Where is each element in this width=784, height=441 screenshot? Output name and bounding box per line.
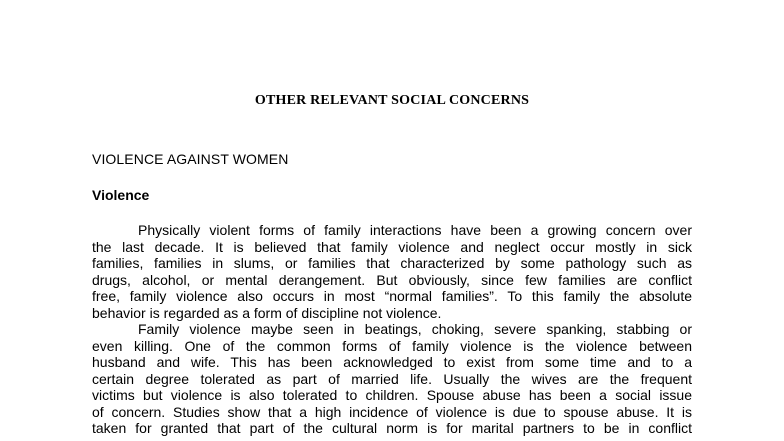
paragraph-2-line: husband and wife. This has been acknowledged to exist from some time and to a [92,354,692,370]
paragraph-1-line: free, family violence also occurs in most “normal families”. To this family the absolute [92,288,692,304]
paragraph-1-line: the last decade. It is believed that family violence and neglect occur mostly in sick [92,238,692,255]
paragraph-2-line: Family violence maybe seen in beatings, choking, severe spanking, stabbing or [138,321,692,337]
paragraph-1-line: drugs, alcohol, or mental derangement. But obviously, since few families are conflict [92,271,692,288]
paragraph-1-line: families, families in slums, or families that characterized by some pathology such as [92,255,692,271]
paragraph-2-line: victims but violence is also tolerated to children. Spouse abuse has been a social issue [92,387,692,403]
paragraph-1-line: Physically violent forms of family interactions have been a growing concern over [138,222,692,238]
paragraph-2-line: certain degree tolerated as part of married life. Usually the wives are the frequent [92,370,692,387]
paragraph-1-line: behavior is regarded as a form of discipline not violence. [92,304,442,321]
document-title: OTHER RELEVANT SOCIAL CONCERNS [254,93,530,108]
paragraph-2-line: even killing. One of the common forms of family violence is the violence between [92,337,692,354]
paragraph-2-line: of concern. Studies show that a high incidence of violence is due to spouse abuse. It is [92,403,692,420]
section-heading: VIOLENCE AGAINST WOMEN [92,151,289,167]
paragraph-2-line: taken for granted that part of the cultural norm is for marital partners to be in conflict [92,420,692,436]
subheading: Violence [92,187,150,203]
body-text [92,222,692,437]
